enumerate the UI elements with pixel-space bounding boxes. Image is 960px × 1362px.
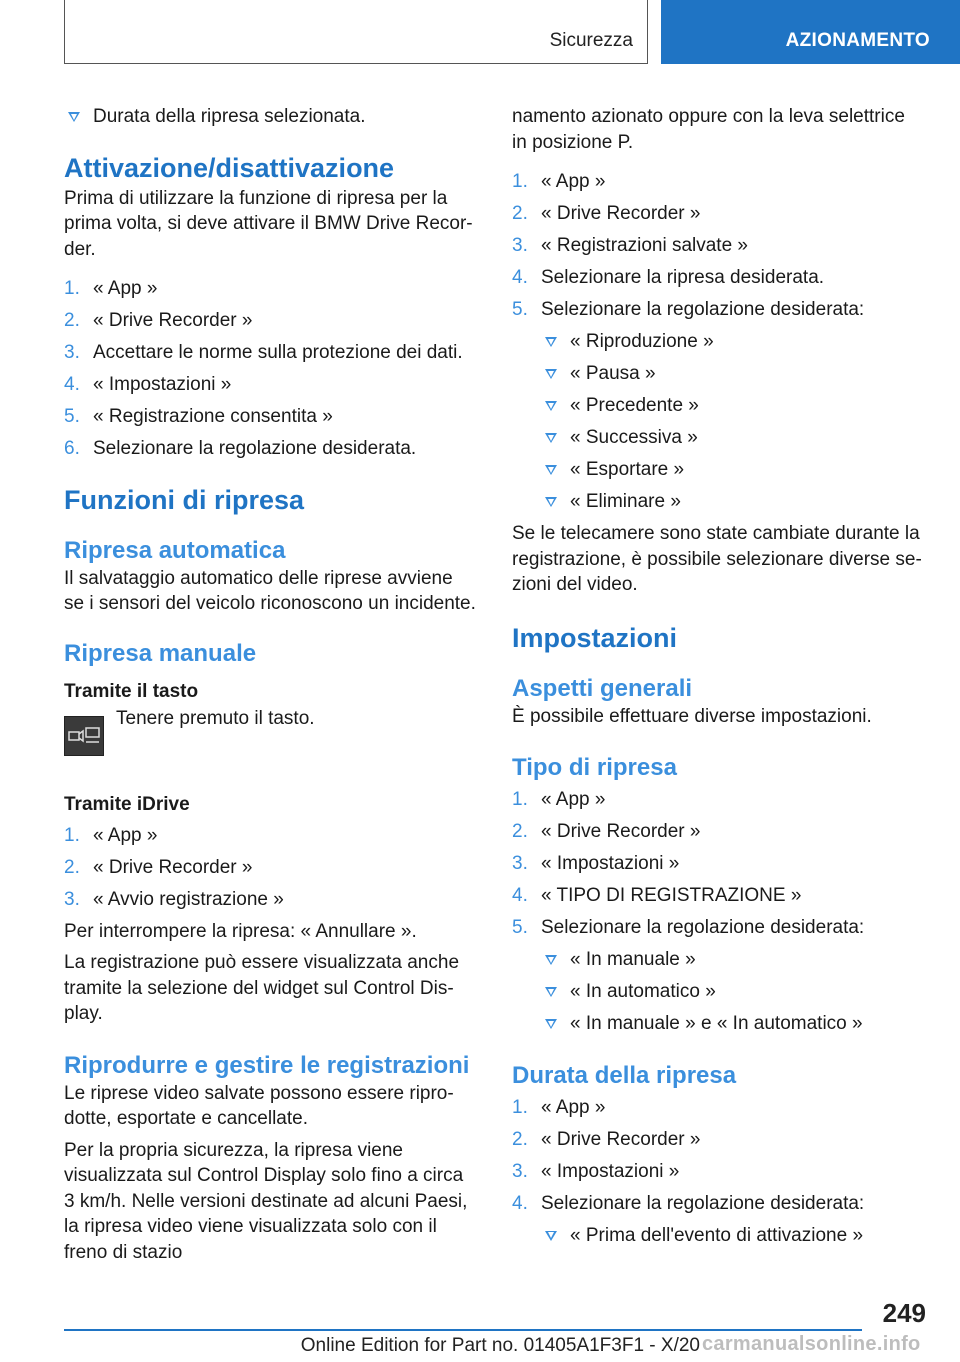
bullet-text: Durata della ripresa selezionata. bbox=[93, 106, 366, 127]
option-item: « In manuale » bbox=[541, 947, 924, 973]
list-item: 2. « Drive Recorder » bbox=[512, 821, 701, 842]
bullet-item bbox=[64, 104, 476, 130]
list-item: 3. « Avvio registrazione » bbox=[64, 888, 284, 910]
list-item: 1. « App » bbox=[512, 789, 606, 810]
triangle-bullet-icon bbox=[545, 337, 557, 347]
record-button-icon bbox=[64, 716, 104, 756]
list-item: 1. « App » bbox=[64, 824, 158, 846]
list-item: 4. Selezionare la regolazione desiderata: bbox=[512, 1192, 865, 1214]
section-title: Sicurezza bbox=[549, 30, 633, 51]
header-chapter-tab bbox=[661, 0, 960, 64]
footer-divider bbox=[64, 1329, 862, 1331]
option-item: « Esportare » bbox=[541, 457, 924, 483]
chapter-title: AZIONAMENTO bbox=[785, 30, 930, 51]
list-item: 3. « Registrazioni salvate » bbox=[512, 235, 748, 256]
camera-text: Se le telecamere sono state cambiate durante la registrazione, è possibile selezionare diverse sezioni del video. bbox=[512, 523, 922, 595]
option-item: « In manuale » e « In automatico » bbox=[541, 1011, 924, 1037]
widget-text: La registrazione può essere visualizzata anche tramite la selezione del widget sul Control Display. bbox=[64, 952, 460, 1024]
activation-text: Prima di utilizzare la funzione di ripresa per la prima volta, si deve attivare il BMW Drive Recorder. bbox=[64, 187, 473, 260]
left-column bbox=[64, 104, 476, 1265]
watermark: carmanualsonline.info bbox=[702, 1333, 921, 1355]
heading-auto: Ripresa automatica bbox=[64, 536, 286, 564]
general-text: È possibile effettuare diverse impostazioni. bbox=[512, 705, 872, 727]
option-item: « Prima dell'evento di attivazione » bbox=[541, 1223, 924, 1249]
triangle-bullet-icon bbox=[545, 497, 557, 507]
duration-options bbox=[512, 1223, 924, 1249]
heading-general: Aspetti generali bbox=[512, 674, 693, 702]
list-item: 2. « Drive Recorder » bbox=[512, 203, 701, 224]
list-item: 4. « TIPO DI REGISTRAZIONE » bbox=[512, 885, 802, 906]
heading-activation: Attivazione/disattivazione bbox=[64, 152, 395, 183]
subheading-button: Tramite il tasto bbox=[64, 680, 199, 702]
page-number: 249 bbox=[882, 1298, 926, 1328]
type-steps bbox=[512, 787, 924, 941]
list-item: 5. Selezionare la regolazione desiderata: bbox=[512, 299, 865, 320]
button-instruction bbox=[64, 706, 476, 778]
list-item: 1. « App » bbox=[512, 171, 606, 192]
option-item: « Precedente » bbox=[541, 393, 924, 419]
button-text: Tenere premuto il tasto. bbox=[116, 707, 315, 729]
list-item: 3. Accettare le norme sulla protezione dei dati. bbox=[64, 342, 463, 363]
idrive-steps bbox=[64, 823, 476, 913]
type-options bbox=[512, 947, 924, 1037]
heading-playback: Riprodurre e gestire le registrazioni bbox=[64, 1051, 470, 1079]
heading-type: Tipo di ripresa bbox=[512, 754, 677, 781]
triangle-bullet-icon bbox=[545, 1019, 557, 1029]
header-section-tab bbox=[64, 0, 648, 64]
list-item: 5. « Registrazione consentita » bbox=[64, 406, 333, 427]
list-item: 6. Selezionare la regolazione desiderata. bbox=[64, 438, 417, 459]
triangle-bullet-icon bbox=[545, 465, 557, 475]
playback-steps bbox=[512, 169, 924, 323]
list-item: 4. Selezionare la ripresa desiderata. bbox=[512, 267, 825, 288]
triangle-bullet-icon bbox=[545, 433, 557, 443]
triangle-bullet-icon bbox=[545, 955, 557, 965]
continuation-text: namento azionato oppure con la leva selettrice in posizione P. bbox=[512, 106, 905, 153]
list-item: 3. « Impostazioni » bbox=[512, 853, 680, 874]
heading-duration: Durata della ripresa bbox=[512, 1061, 737, 1089]
list-item: 1. « App » bbox=[64, 278, 158, 299]
list-item: 2. « Drive Recorder » bbox=[64, 310, 253, 331]
subheading-idrive: Tramite iDrive bbox=[64, 793, 190, 815]
option-item: « Eliminare » bbox=[541, 489, 924, 515]
list-item: 5. Selezionare la regolazione desiderata: bbox=[512, 917, 865, 938]
list-item: 4. « Impostazioni » bbox=[64, 374, 232, 395]
auto-text: Il salvataggio automatico delle riprese avviene se i sensori del veicolo riconoscono un incidente. bbox=[64, 567, 476, 614]
heading-manual: Ripresa manuale bbox=[64, 639, 257, 667]
playback-options bbox=[512, 329, 924, 515]
triangle-bullet-icon bbox=[545, 1231, 557, 1241]
list-item: 3. « Impostazioni » bbox=[512, 1160, 680, 1182]
triangle-bullet-icon bbox=[68, 112, 80, 122]
heading-functions: Funzioni di ripresa bbox=[64, 484, 305, 515]
option-item: « Successiva » bbox=[541, 425, 924, 451]
activation-steps bbox=[64, 276, 476, 462]
triangle-bullet-icon bbox=[545, 987, 557, 997]
option-item: « In automatico » bbox=[541, 979, 924, 1005]
right-column bbox=[512, 104, 924, 1255]
list-item: 2. « Drive Recorder » bbox=[64, 856, 253, 878]
stop-text: Per interrompere la ripresa: « Annullare ». bbox=[64, 920, 417, 942]
duration-steps bbox=[512, 1095, 924, 1217]
option-item: « Riproduzione » bbox=[541, 329, 924, 355]
playback-text-2: Per la propria sicurezza, la ripresa viene visualizzata sul Control Display solo fino a circa 3 km/h. Nelle versioni destinate ad alcuni Paesi, la ripresa video viene visualizzata solo con il freno di stazio bbox=[64, 1139, 468, 1263]
playback-text-1: Le riprese video salvate possono essere riprodotte, esportate e cancellate. bbox=[64, 1082, 454, 1129]
heading-settings: Impostazioni bbox=[512, 622, 678, 653]
option-item: « Pausa » bbox=[541, 361, 924, 387]
list-item: 1. « App » bbox=[512, 1096, 606, 1118]
triangle-bullet-icon bbox=[545, 401, 557, 411]
triangle-bullet-icon bbox=[545, 369, 557, 379]
edition-text: Online Edition for Part no. 01405A1F3F1 - X/20 bbox=[300, 1335, 700, 1356]
list-item: 2. « Drive Recorder » bbox=[512, 1128, 701, 1150]
